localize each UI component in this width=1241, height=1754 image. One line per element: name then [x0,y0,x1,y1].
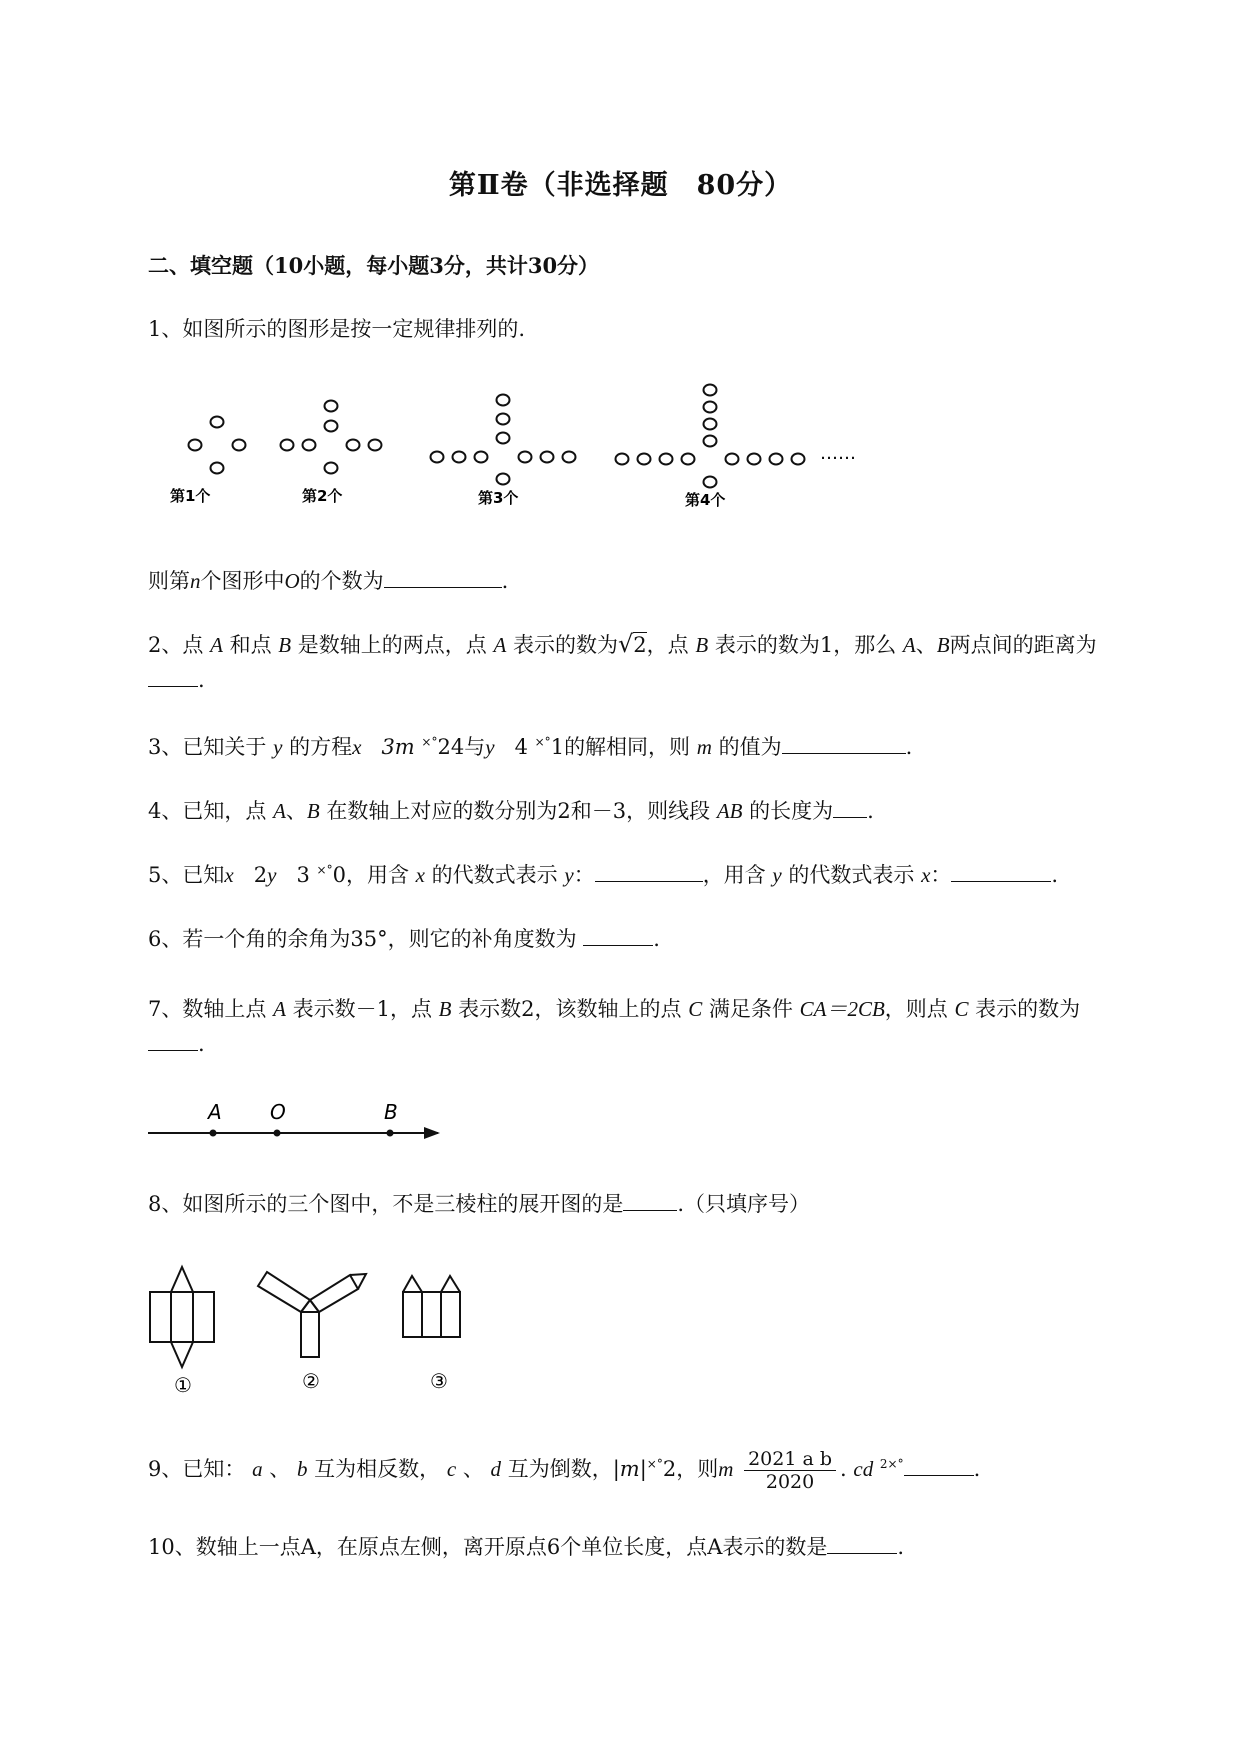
answer-blank-8[interactable] [623,1192,677,1211]
answer-blank-10[interactable] [827,1535,897,1554]
q1-label-1: 第1个 [170,487,211,505]
net-label-1: ① [174,1373,192,1397]
answer-blank-5a[interactable] [595,863,703,882]
q1-label-2: 第2个 [302,487,343,505]
answer-blank-7[interactable] [148,1032,198,1051]
question-1-followup: 则第n个图形中O的个数为 . [148,569,509,593]
net-label-2: ② [302,1369,320,1393]
q9-fraction: $\frac{\text{2021 a b}}{2020}$ [744,1448,836,1493]
question-5: 5、已知x 2y 3 ×°0，用含 x 的代数式表示 y： ，用含 y 的代数式表示 x： . [148,863,1059,887]
answer-blank-1[interactable] [384,569,502,588]
question-10: 10、数轴上一点A，在原点左侧，离开原点6个单位长度，点A表示的数是 . [148,1535,905,1559]
section-heading: 二、填空题（10小题，每小题3分，共计30分） [148,253,600,278]
question-1 [148,313,525,343]
answer-blank-3[interactable] [782,735,906,754]
question-6: 6、若一个角的余角为35°，则它的补角度数为 . [148,927,660,951]
question-7-line-2: . [148,1032,205,1056]
question-2-line-2: . [148,668,205,692]
q1-ellipsis: …… [820,443,856,464]
net-label-3: ③ [430,1369,448,1393]
question-9: 9、已知： a 、 b 互为相反数， c 、 d 互为倒数，|m|×°2，则m $\frac{\text{2021 a b}}{2020}$ . cd $^{2\times^\circ}$ . [148,1448,981,1493]
q1-label-4: 第4个 [685,491,726,509]
answer-blank-4[interactable] [833,799,867,818]
answer-blank-9[interactable] [904,1457,974,1476]
answer-blank-5b[interactable] [951,863,1051,882]
answer-blank-6[interactable] [583,927,653,946]
sqrt-symbol: √ [617,630,634,658]
answer-blank-2[interactable] [148,668,198,687]
q7-number-line [140,1095,460,1145]
q1-circle-patterns-figure [160,375,900,515]
q8-prism-nets-figure [140,1255,480,1405]
q1-label-3: 第3个 [478,489,519,507]
axis-label-o: O [270,1100,286,1124]
axis-label-a: A [208,1100,222,1124]
question-4: 4、已知，点 A、B 在数轴上对应的数分别为2和－3，则线段 AB 的长度为 . [148,799,874,823]
question-3: 3、已知关于 y 的方程x 3m ×°24与y 4 ×°1的解相同，则 m 的值为 . [148,735,913,759]
question-1-text: 1、如图所示的图形是按一定规律排列的. [148,317,526,341]
axis-label-b: B [384,1100,398,1124]
question-2: 2、点 A 和点 B 是数轴上的两点，点 A 表示的数为√2，点 B 表示的数为1，那么 A、B两点间的距离为 [148,630,1097,658]
question-7: 7、数轴上点 A 表示数－1，点 B 表示数2，该数轴上的点 C 满足条件 CA＝2CB，则点 C 表示的数为 [148,997,1081,1021]
question-8: 8、如图所示的三个图中，不是三棱柱的展开图的是 .（只填序号） [148,1192,811,1216]
page-title: 第Ⅱ卷（非选择题 80分） [448,170,793,201]
